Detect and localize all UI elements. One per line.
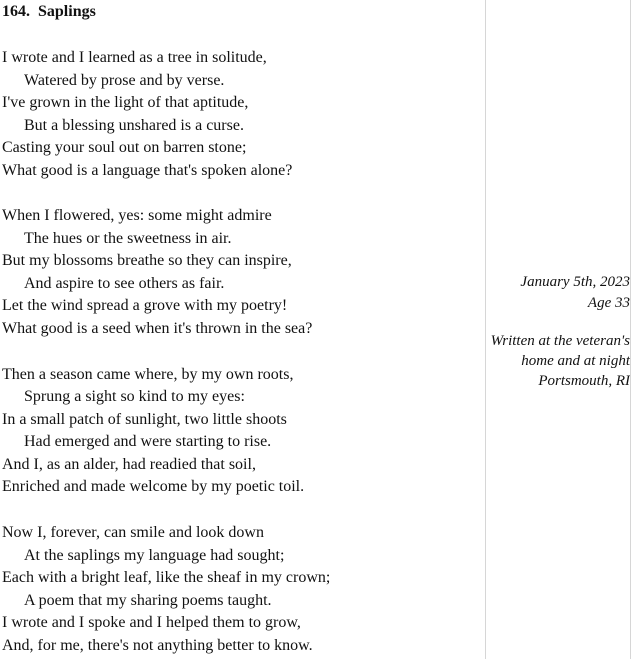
notes-column (486, 0, 630, 659)
note-date: January 5th, 2023 (520, 274, 630, 290)
poem-line: A poem that my sharing poems taught. (24, 592, 272, 609)
poem-line: In a small patch of sunlight, two little shoots (2, 411, 287, 428)
right-border (630, 0, 631, 659)
poem-line: And aspire to see others as fair. (24, 275, 225, 292)
poem-line: The hues or the sweetness in air. (24, 230, 232, 247)
note-written-line: Written at the veteran's (490, 333, 630, 349)
poem-title: Saplings (38, 3, 96, 20)
poem-line: Casting your soul out on barren stone; (2, 139, 247, 156)
poem-line: At the saplings my language had sought; (24, 547, 285, 564)
poem-column (2, 0, 484, 659)
poem-line: But my blossoms breathe so they can inspire, (2, 252, 292, 269)
poem-line: I wrote and I learned as a tree in solitude, (2, 49, 267, 66)
poem-line: What good is a seed when it's thrown in the sea? (2, 320, 313, 337)
poem-line: I wrote and I spoke and I helped them to grow, (2, 614, 301, 631)
note-age: Age 33 (587, 295, 630, 311)
poem-line: Watered by prose and by verse. (24, 72, 225, 89)
poem-line: But a blessing unshared is a curse. (24, 117, 244, 134)
poem-line: Each with a bright leaf, like the sheaf in my crown; (2, 569, 331, 586)
poem-line: And I, as an alder, had readied that soil, (2, 456, 256, 473)
poem-line: When I flowered, yes: some might admire (2, 207, 272, 224)
poem-line: Now I, forever, can smile and look down (2, 524, 264, 541)
poem-line: And, for me, there's not anything better to know. (2, 637, 313, 654)
note-written-line: Portsmouth, RI (538, 373, 630, 389)
note-written-line: home and at night (521, 353, 630, 369)
poem-line: What good is a language that's spoken alone? (2, 162, 293, 179)
poem-line: Enriched and made welcome by my poetic toil. (2, 478, 305, 495)
poem-line: Had emerged and were starting to rise. (24, 433, 272, 450)
poem-heading (2, 3, 96, 21)
poem-line: Sprung a sight so kind to my eyes: (24, 388, 245, 405)
poem-line: Let the wind spread a grove with my poetry! (2, 297, 288, 314)
poem-line: Then a season came where, by my own roots, (2, 366, 294, 383)
poem-number: 164. (2, 3, 30, 20)
poem-line: I've grown in the light of that aptitude, (2, 94, 249, 111)
